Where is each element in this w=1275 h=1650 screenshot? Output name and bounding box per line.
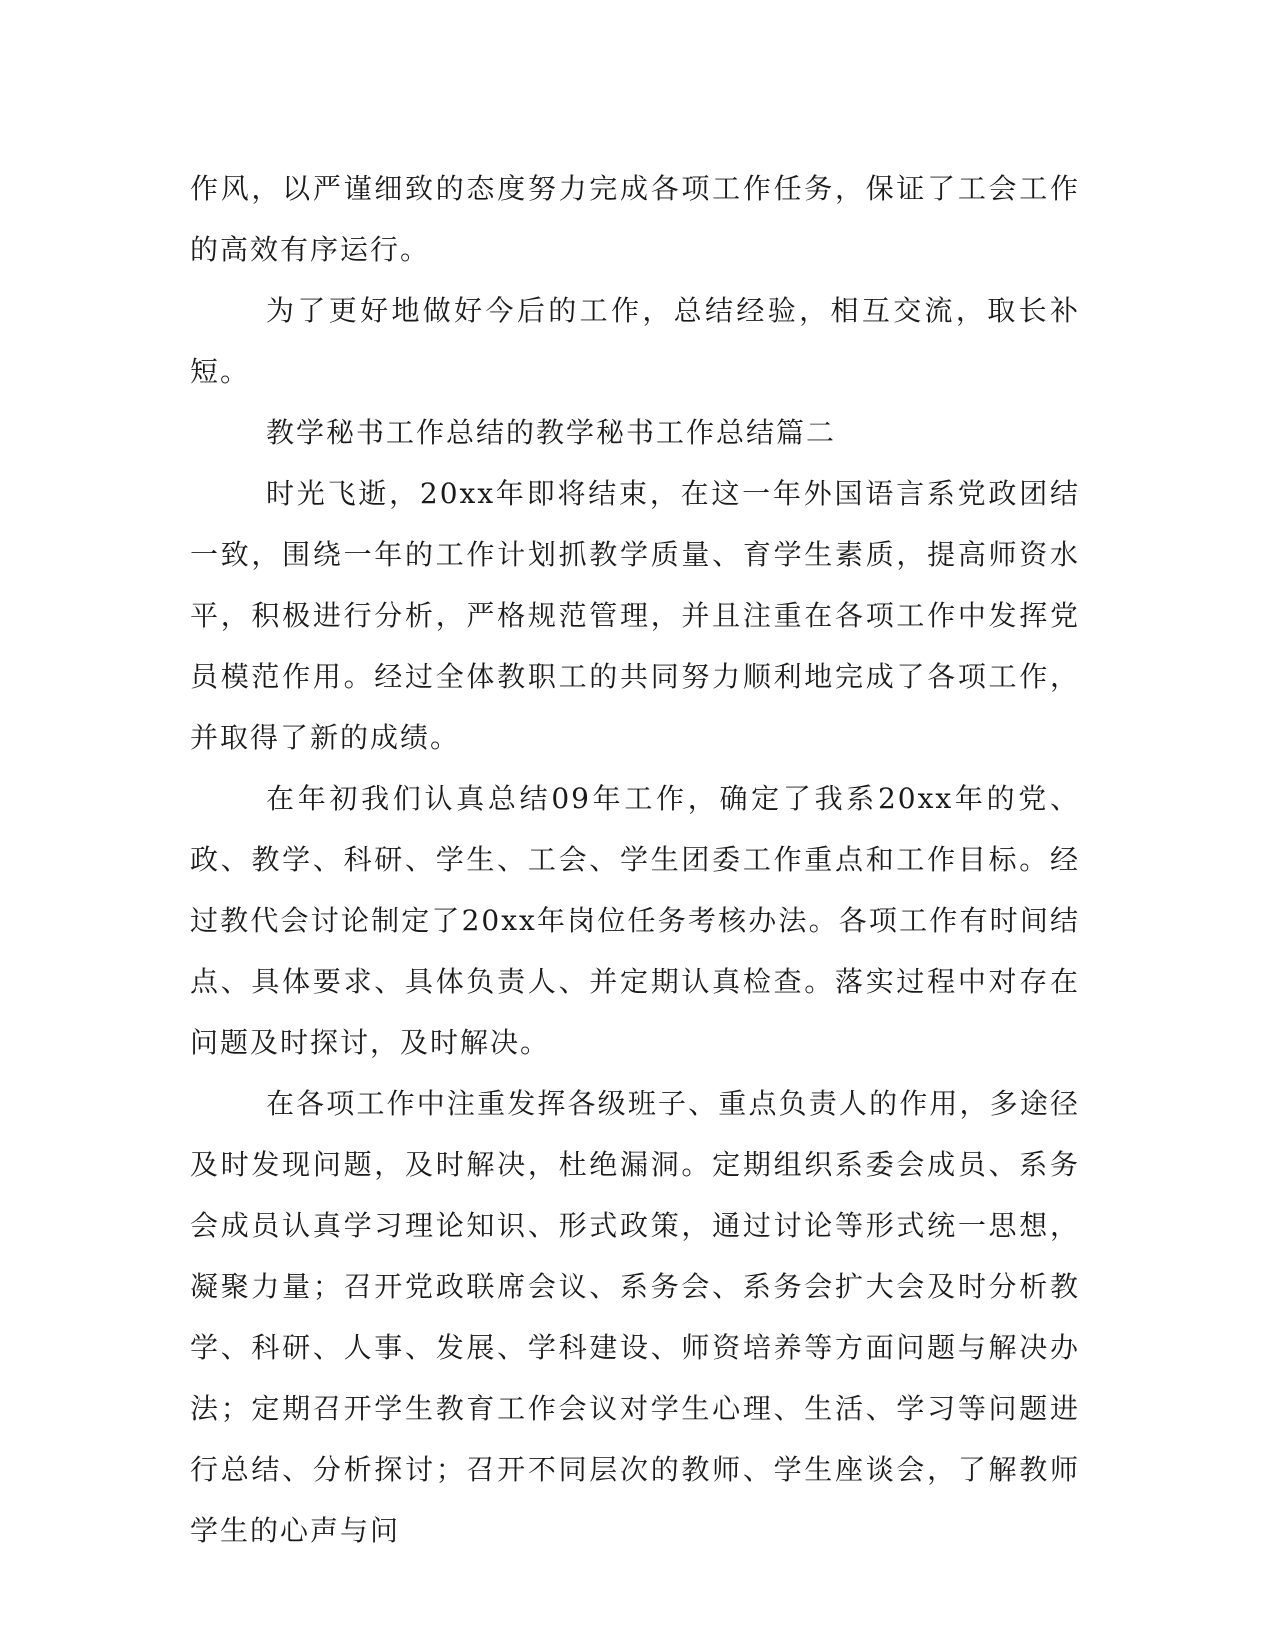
paragraph-4: 在年初我们认真总结09年工作，确定了我系20xx年的党、政、教学、科研、学生、工会、学生团委工作重点和工作目标。经过教代会讨论制定了20xx年岗位任务考核办法。各项工作有时间结点、具体要求、具体负责人、并定期认真检查。落实过程中对存在问题及时探讨，及时解决。 bbox=[190, 782, 1080, 1059]
paragraph-5: 在各项工作中注重发挥各级班子、重点负责人的作用，多途径及时发现问题，及时解决，杜绝漏洞。定期组织系委会成员、系务会成员认真学习理论知识、形式政策，通过讨论等形式统一思想，凝聚力量；召开党政联席会议、系务会、系务会扩大会及时分析教学、科研、人事、发展、学科建设、师资培养等方面问题与解决办法；定期召开学生教育工作会议对学生心理、生活、学习等问题进行总结、分析探讨；召开不同层次的教师、学生座谈会，了解教师学生的心声与问 bbox=[190, 1087, 1080, 1547]
paragraph-2: 为了更好地做好今后的工作，总结经验，相互交流，取长补短。 bbox=[190, 294, 1080, 388]
section-heading: 教学秘书工作总结的教学秘书工作总结篇二 bbox=[266, 416, 837, 449]
paragraph-3: 时光飞逝，20xx年即将结束，在这一年外国语言系党政团结一致，围绕一年的工作计划抓教学质量、育学生素质，提高师资水平，积极进行分析，严格规范管理，并且注重在各项工作中发挥党员模范作用。经过全体教职工的共同努力顺利地完成了各项工作，并取得了新的成绩。 bbox=[190, 477, 1080, 754]
paragraph-1: 作风，以严谨细致的态度努力完成各项工作任务，保证了工会工作的高效有序运行。 bbox=[190, 172, 1080, 266]
document-body bbox=[190, 158, 1080, 1561]
